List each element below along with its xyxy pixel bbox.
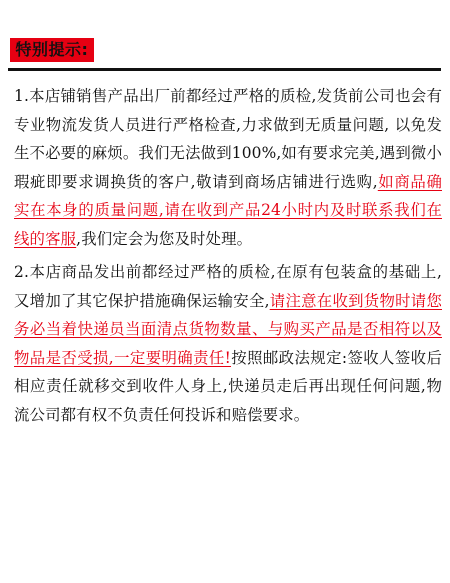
paragraph-2-text-end: 按照邮政法规定:签收人签收后相应责任就移交到收件人身上,快递员走后再出现任何问题,物流公司都有权不负责任何投诉和赔偿要求。 (14, 348, 442, 424)
notice-title: 特别提示: (10, 38, 94, 62)
paragraph-2-highlight: 请注意在收到货物时请您务必当着快递员当面清点货物数量、与购买产品是否相符以及物品是否受损,一定要明确责任! (14, 291, 442, 367)
paragraph-1-highlight: 如商品确实在本身的质量问题,请在收到产品24小时内及时联系我们在线的客服 (14, 172, 442, 248)
paragraph-2-text: 2.本店商品发出前都经过严格的质检,在原有包装盒的基础上,又增加了其它保护措施确保运输安全, (14, 263, 442, 310)
paragraph-1-text: 1.本店铺销售产品出厂前都经过严格的质检,发货前公司也会有专业物流发货人员进行严格检查,力求做到无质量问题, 以免发生不必要的麻烦。我们无法做到100%,如有要求完美,遇到微小瑕疵即要求调换货的客户,敬请到商场店铺进行选购, (14, 87, 442, 191)
paragraph-1-text-end: ,我们定会为您及时处理。 (76, 229, 253, 248)
notice-paragraph-1 (14, 82, 442, 253)
title-divider (8, 68, 441, 71)
notice-body (14, 82, 442, 429)
notice-paragraph-2 (14, 258, 442, 429)
